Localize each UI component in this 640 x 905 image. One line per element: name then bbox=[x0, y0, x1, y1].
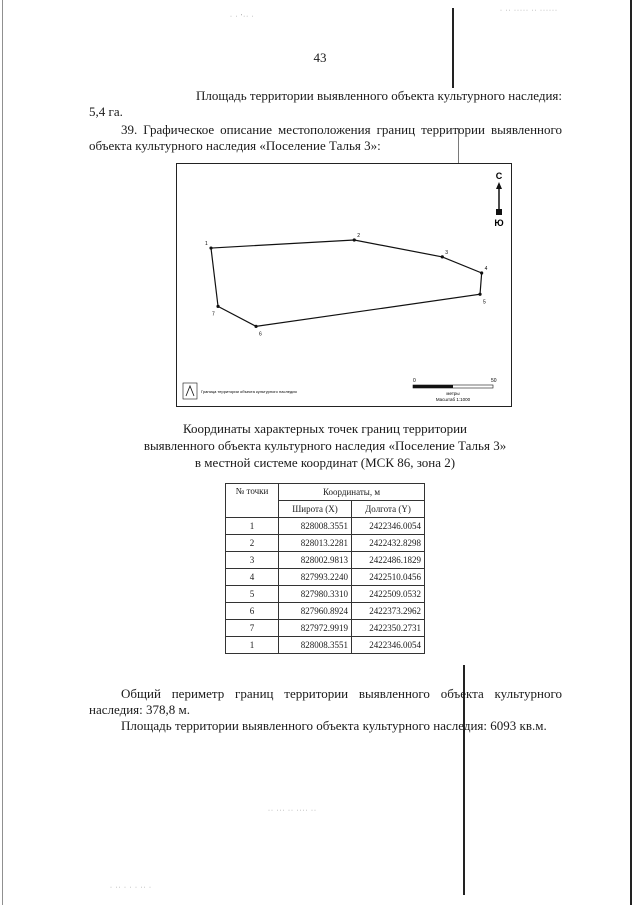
boundary-point bbox=[209, 246, 212, 249]
latitude-cell: 828002.9813 bbox=[279, 552, 352, 569]
area-paragraph bbox=[89, 88, 562, 120]
scan-noise: · ·· ····· ·· ······ bbox=[500, 8, 558, 14]
compass-south-label: Ю bbox=[494, 218, 504, 228]
boundary-map-svg bbox=[177, 164, 511, 406]
longitude-cell: 2422432.8298 bbox=[352, 535, 425, 552]
boundary-point bbox=[478, 293, 481, 296]
longitude-cell: 2422346.0054 bbox=[352, 518, 425, 535]
boundary-point-label: 1 bbox=[205, 241, 208, 248]
header-point-number: № точки bbox=[226, 484, 279, 518]
perimeter-paragraph bbox=[89, 686, 562, 718]
caption-line-3: в местной системе координат (МСК 86, зона 2) bbox=[194, 455, 456, 470]
item-text: Графическое описание местоположения границ территории выявленного объекта культурного наследия «Поселение Талья 3»: bbox=[89, 122, 562, 153]
compass-north-label: С bbox=[495, 171, 503, 181]
map-background bbox=[177, 164, 511, 406]
header-latitude: Широта (X) bbox=[279, 501, 352, 518]
scale-end-label: 50 bbox=[491, 378, 497, 384]
point-number-cell: 1 bbox=[226, 518, 279, 535]
header-longitude: Долгота (Y) bbox=[352, 501, 425, 518]
scale-bar-fill bbox=[413, 385, 453, 388]
table-row bbox=[226, 603, 425, 620]
scan-noise: · · '·· · bbox=[230, 14, 255, 20]
longitude-cell: 2422486.1829 bbox=[352, 552, 425, 569]
point-number-cell: 5 bbox=[226, 586, 279, 603]
latitude-cell: 828008.3551 bbox=[279, 518, 352, 535]
boundary-point-label: 4 bbox=[484, 266, 488, 273]
caption-line-1: Координаты характерных точек границ территории bbox=[183, 421, 467, 436]
area-line-2: 5,4 га. bbox=[89, 104, 123, 119]
legend-text: Граница территории объекта культурного наследия bbox=[201, 389, 297, 394]
caption-line-2: выявленного объекта культурного наследия «Поселение Талья 3» bbox=[143, 438, 507, 453]
longitude-cell: 2422373.2962 bbox=[352, 603, 425, 620]
boundary-point-label: 3 bbox=[445, 249, 449, 256]
longitude-cell: 2422346.0054 bbox=[352, 637, 425, 654]
table-row bbox=[226, 620, 425, 637]
boundary-point-label: 2 bbox=[357, 233, 361, 239]
longitude-cell: 2422350.2731 bbox=[352, 620, 425, 637]
coordinates-table bbox=[225, 483, 425, 654]
table-row bbox=[226, 637, 425, 654]
latitude-cell: 827980.3310 bbox=[279, 586, 352, 603]
perimeter-text: Общий периметр границ территории выявленного объекта культурного наследия: 378,8 м. bbox=[89, 686, 562, 717]
scan-noise: ·· ··· ·· ···· ·· bbox=[268, 808, 317, 814]
table-header-row bbox=[226, 484, 425, 501]
table-row bbox=[226, 569, 425, 586]
scan-noise: · ·· · · · ·· · bbox=[110, 885, 152, 891]
point-number-cell: 2 bbox=[226, 535, 279, 552]
latitude-cell: 827993.2240 bbox=[279, 569, 352, 586]
point-number-cell: 7 bbox=[226, 620, 279, 637]
boundary-point-label: 5 bbox=[483, 299, 486, 306]
area-total-text: Площадь территории выявленного объекта культурного наследия: 6093 кв.м. bbox=[121, 718, 547, 733]
longitude-cell: 2422509.0532 bbox=[352, 586, 425, 603]
header-coordinates: Координаты, м bbox=[279, 484, 425, 501]
page-number: 43 bbox=[313, 50, 327, 65]
latitude-cell: 828013.2281 bbox=[279, 535, 352, 552]
boundary-point bbox=[254, 325, 257, 328]
scale-start-label: 0 bbox=[413, 378, 416, 384]
boundary-point bbox=[480, 271, 483, 274]
coordinates-caption bbox=[90, 420, 560, 471]
area-total-paragraph bbox=[89, 718, 562, 734]
table-row bbox=[226, 586, 425, 603]
boundary-point bbox=[441, 255, 444, 258]
longitude-cell: 2422510.0456 bbox=[352, 569, 425, 586]
scan-line bbox=[2, 0, 3, 905]
boundary-point-label: 7 bbox=[212, 311, 215, 318]
scale-text: Масштаб 1:1000 bbox=[435, 397, 471, 402]
compass-base bbox=[496, 209, 502, 215]
item-39-paragraph bbox=[89, 122, 562, 154]
area-line-1: Площадь территории выявленного объекта культурного наследия: bbox=[195, 88, 562, 103]
boundary-map bbox=[176, 163, 512, 407]
scale-units-label: метры bbox=[446, 391, 460, 396]
table-row bbox=[226, 535, 425, 552]
latitude-cell: 827972.9919 bbox=[279, 620, 352, 637]
point-number-cell: 6 bbox=[226, 603, 279, 620]
point-number-cell: 4 bbox=[226, 569, 279, 586]
boundary-point-label: 6 bbox=[259, 331, 262, 338]
point-number-cell: 3 bbox=[226, 552, 279, 569]
item-number: 39. bbox=[121, 122, 138, 137]
scan-line bbox=[630, 0, 632, 905]
table-row bbox=[226, 552, 425, 569]
boundary-point bbox=[353, 238, 356, 241]
latitude-cell: 827960.8924 bbox=[279, 603, 352, 620]
boundary-point bbox=[216, 305, 219, 308]
table-row bbox=[226, 518, 425, 535]
latitude-cell: 828008.3551 bbox=[279, 637, 352, 654]
point-number-cell: 1 bbox=[226, 637, 279, 654]
scan-line bbox=[452, 8, 454, 88]
